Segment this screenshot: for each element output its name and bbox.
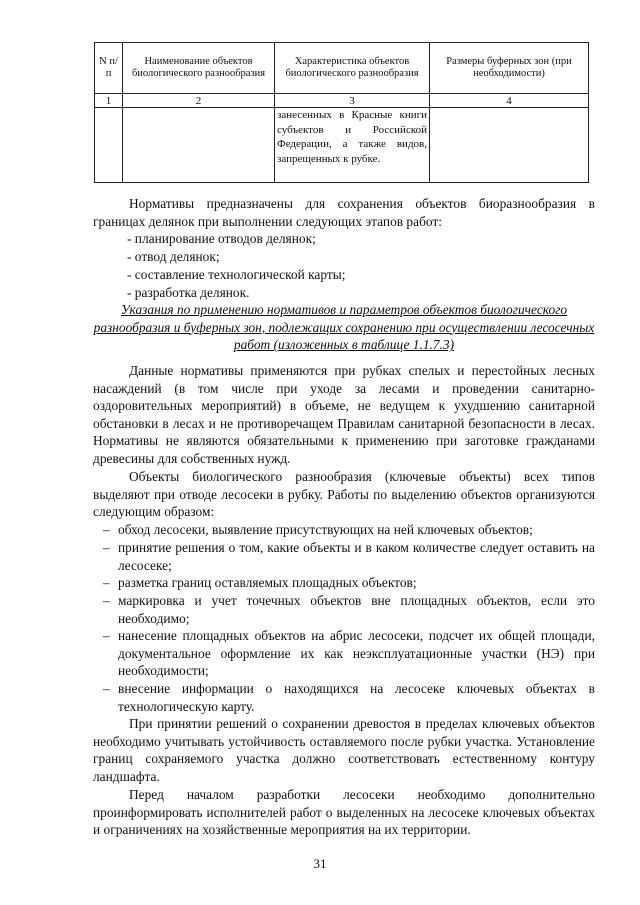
stage-item: - отвод делянок; xyxy=(127,249,220,264)
paragraph: При принятии решений о сохранении древостоя в пределах ключевых объектов необходимо учитывать устойчивость оставляемого после рубки участка. Установление границ сохраняемого участка должно соответствовать естественному контуру ландшафта. xyxy=(93,716,595,784)
list-item-text: принятие решения о том, какие объекты и в каком количестве следует оставить на лесосеке; xyxy=(118,540,595,573)
section-heading: Указания по применению нормативов и параметров объектов биологического разнообразия и буферных зон, подлежащих сохранению при осуществлении лесосечных работ (изложенных в таблице 1.1.7.3) xyxy=(93,302,595,353)
table-cell xyxy=(123,108,275,183)
biodiversity-table xyxy=(94,42,589,183)
list-item xyxy=(103,539,595,574)
list-item xyxy=(103,680,595,715)
list-dash: – xyxy=(103,575,110,590)
page-number: 31 xyxy=(313,856,327,871)
stage-item: - планирование отводов делянок; xyxy=(127,231,316,246)
table-cell xyxy=(95,108,123,183)
list-item-text: нанесение площадных объектов на абрис лесосеки, подсчет их общей площади, документальное оформление их как неэксплуатационные участки (НЭ) при необходимости; xyxy=(118,628,595,679)
stage-item: - составление технологической карты; xyxy=(127,267,346,282)
list-item-text: обход лесосеки, выявление присутствующих на ней ключевых объектов; xyxy=(118,522,533,537)
table-cell-characteristic: занесенных в Красные книги субъектов и Российской Федерации, а также видов, запрещенных к рубке. xyxy=(275,108,430,183)
list-item xyxy=(103,521,595,539)
header-object-name: Наименование объектов биологического разнообразия xyxy=(123,43,275,94)
column-number: 3 xyxy=(275,94,430,108)
list-item xyxy=(103,574,595,592)
list-item-text: маркировка и учет точечных объектов вне площадных объектов, если это необходимо; xyxy=(118,593,595,626)
paragraph: Объекты биологического разнообразия (ключевые объекты) всех типов выделяют при отводе лесосеки в рубку. Работы по выделению объектов организуются следующим образом: xyxy=(93,469,595,520)
header-object-characteristic: Характеристика объектов биологического разнообразия xyxy=(275,43,430,94)
list-item-text: разметка границ оставляемых площадных объектов; xyxy=(118,575,417,590)
table-header-row xyxy=(95,43,589,94)
column-number: 4 xyxy=(430,94,589,108)
list-dash: – xyxy=(103,522,110,537)
list-item-text: внесение информации о находящихся на лесосеке ключевых объектах в технологическую карту. xyxy=(118,681,595,714)
stage-item: - разработка делянок. xyxy=(127,285,250,300)
list-item xyxy=(103,592,595,627)
paragraph: Перед началом разработки лесосеки необходимо дополнительно проинформировать исполнителей работ о выделенных на лесосеке ключевых объектах и ограничениях на хозяйственные мероприятия на их территории. xyxy=(93,787,595,838)
header-buffer-zone-size: Размеры буферных зон (при необходимости) xyxy=(430,43,589,94)
list-dash: – xyxy=(103,593,110,608)
paragraph: Данные нормативы применяются при рубках спелых и перестойных лесных насаждений (в том числе при уходе за лесами и проведении санитарно-оздоровительных мероприятий) в объеме, не ведущем к ухудшению санитарной обстановки в лесах и не противоречащем Правилам санитарной безопасности в лесах. Нормативы не являются обязательными к применению при заготовке гражданами древесины для собственных нужд. xyxy=(93,363,595,466)
list-dash: – xyxy=(103,628,110,643)
column-number: 2 xyxy=(123,94,275,108)
list-dash: – xyxy=(103,540,110,555)
table-column-numbers-row xyxy=(95,94,589,108)
intro-paragraph: Нормативы предназначены для сохранения объектов биоразнообразия в границах делянок при выполнении следующих этапов работ: xyxy=(93,196,595,229)
header-number: N п/п xyxy=(95,43,123,94)
column-number: 1 xyxy=(95,94,123,108)
list-item xyxy=(103,627,595,680)
table-row xyxy=(95,108,589,183)
list-dash: – xyxy=(103,681,110,696)
table-cell xyxy=(430,108,589,183)
